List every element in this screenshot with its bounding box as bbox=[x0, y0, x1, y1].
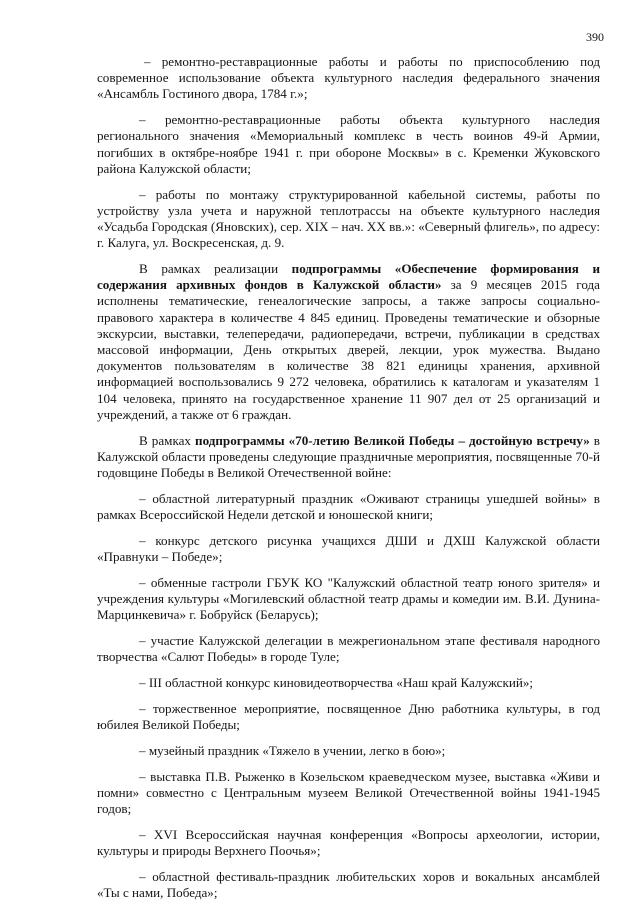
paragraph-text: за 9 месяцев 2015 года исполнены тематические, генеалогические запросы, а также запросы социально-правового характера в количестве 4 845 единиц. Проведены тематические и обзорные экскурсии, выставки, телепередачи, радиопередачи, встречи, публикации в средствах массовой информации, День открытых дверей, лекции, урок мужества. Выдано документов пользователям в количестве 38 821 единицы хранения, архивной информацией воспользовались 9 272 человека, обратились к каталогам и указателям 1 104 человека, принято на государственное хранение 11 907 дел от 25 организаций и учреждений, а также от 6 граждан. bbox=[97, 277, 600, 422]
list-item-festival-tula bbox=[97, 633, 600, 665]
list-item-conference bbox=[97, 827, 600, 859]
document-body bbox=[97, 54, 600, 911]
paragraph-gostiny-dvor bbox=[97, 54, 600, 103]
paragraph-text: – XVI Всероссийская научная конференция «Вопросы археологии, истории, культуры и природы Верхнего Поочья»; bbox=[97, 826, 600, 859]
paragraph-prefix: В рамках bbox=[139, 432, 196, 448]
paragraph-text: – областной литературный праздник «Оживают страницы ушедшей войны» в рамках Всероссийской Недели детской и юношеской книги; bbox=[97, 490, 600, 523]
list-item-film-contest bbox=[97, 675, 600, 691]
subprogram-title: подпрограммы «Обеспечение формирования и содержания архивных фондов в Калужской области» bbox=[97, 261, 600, 293]
subprogram-title: подпрограммы «70-летию Великой Победы – достойную встречу» bbox=[195, 432, 590, 448]
paragraph-text: – участие Калужской делегации в межрегиональном этапе фестиваля народного творчества «Салют Победы» в городе Туле; bbox=[97, 633, 600, 665]
paragraph-text: в Калужской области проведены следующие праздничные мероприятия, посвященные 70-й годовщине Победы в Великой Отечественной войне: bbox=[97, 432, 600, 481]
paragraph-memorial-complex bbox=[97, 112, 600, 177]
paragraph-text: – работы по монтажу структурированной кабельной системы, работы по устройству узла учета и наружной теплотрассы на объекте культурного наследия «Усадьба Городская (Яновских), сер. XIX – нач. XX вв.»: «Северный флигель», по адресу: г. Калуга, ул. Воскресенская, д. 9. bbox=[97, 186, 600, 251]
paragraph-text: – музейный праздник «Тяжело в учении, легко в бою»; bbox=[139, 742, 446, 758]
page-number: 390 bbox=[586, 30, 604, 44]
paragraph-text: – областной фестиваль-праздник любительских хоров и вокальных ансамблей «Ты с нами, Победа»; bbox=[97, 868, 600, 901]
list-item-choir-festival bbox=[97, 869, 600, 901]
list-item-culture-day bbox=[97, 701, 600, 733]
list-item-museum-festival bbox=[97, 743, 600, 759]
paragraph-cable-system bbox=[97, 187, 600, 252]
paragraph-prefix: В рамках реализации bbox=[139, 261, 292, 277]
list-item-exhibition bbox=[97, 769, 600, 818]
paragraph-text: – ремонтно-реставрационные работы объекта культурного наследия регионального значения «Мемориальный комплекс в честь воинов 49-й Армии, погибших в октябре-ноябре 1941 г. при обороне Москвы» в с. Кременки Жуковского района Калужской области; bbox=[97, 112, 600, 176]
paragraph-text: – обменные гастроли ГБУК КО "Калужский областной театр юного зрителя» и учреждения культуры «Могилевский областной театр драмы и комедии им. В.И. Дунина-Марцинкевича» г. Бобруйск (Беларусь); bbox=[97, 574, 600, 623]
list-item-theatre-tour bbox=[97, 575, 600, 624]
paragraph-text: – торжественное мероприятие, посвященное Дню работника культуры, в год юбилея Великой Победы; bbox=[97, 700, 600, 733]
paragraph-victory-subprogram bbox=[97, 433, 600, 482]
paragraph-text: – ремонтно-реставрационные работы и работы по приспособлению под современное использование объекта культурного наследия федерального значения «Ансамбль Гостиного двора, 1784 г.»; bbox=[97, 54, 600, 102]
list-item-drawing-contest bbox=[97, 533, 600, 565]
paragraph-archive-subprogram bbox=[97, 261, 600, 423]
paragraph-text: – III областной конкурс киновидеотворчества «Наш край Калужский»; bbox=[139, 675, 534, 691]
list-item-literary-festival bbox=[97, 491, 600, 523]
paragraph-text: – выставка П.В. Рыженко в Козельском краеведческом музее, выставка «Живи и помни» совместно с Центральным музеем Великой Отечественной войны 1941-1945 годов; bbox=[97, 768, 600, 817]
paragraph-text: – конкурс детского рисунка учащихся ДШИ и ДХШ Калужской области «Правнуки – Победе»; bbox=[97, 532, 600, 565]
